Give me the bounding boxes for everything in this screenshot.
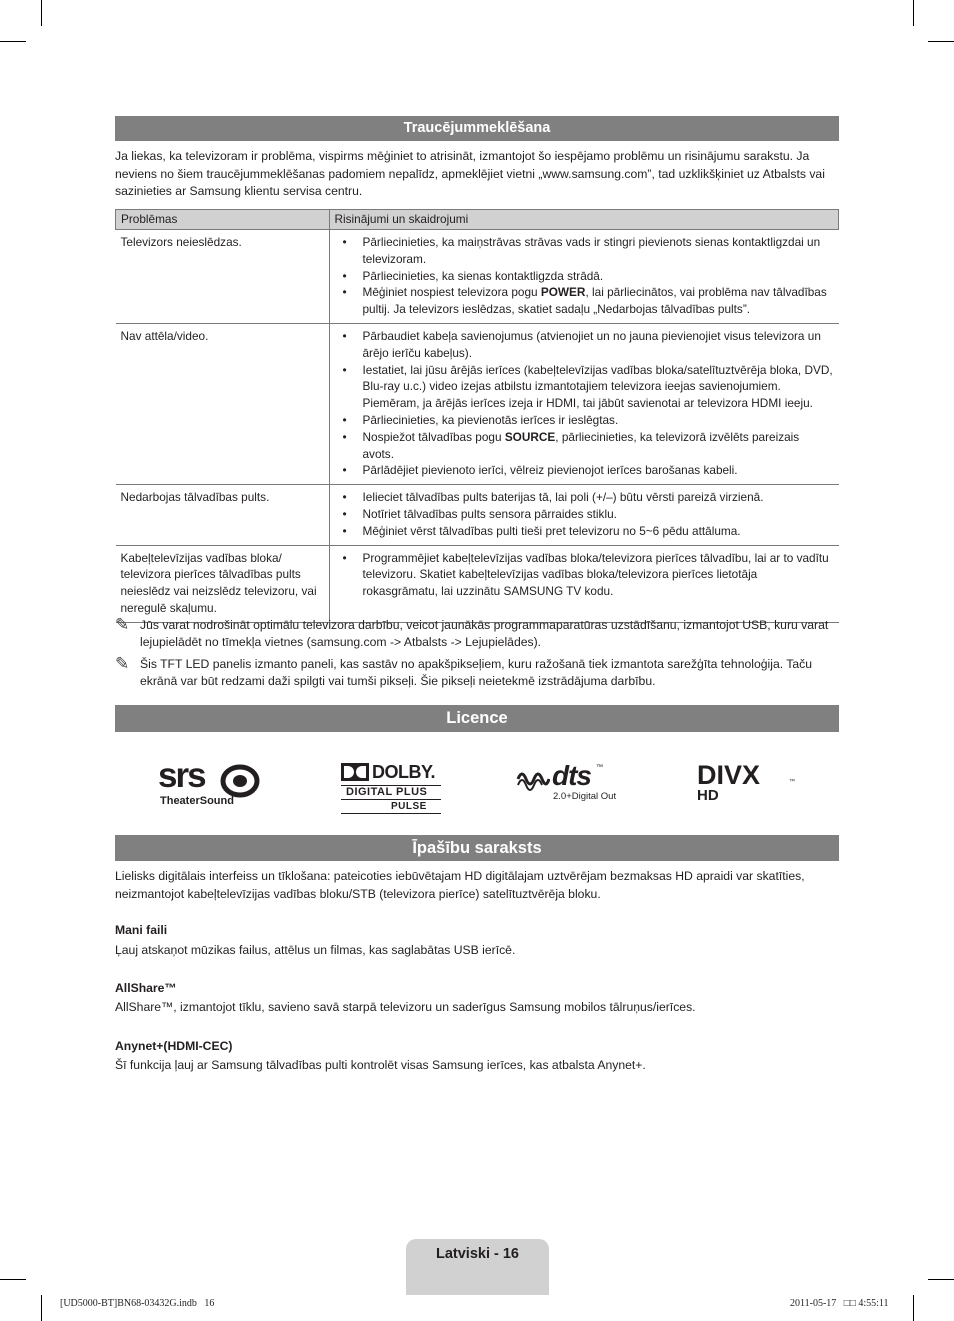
crop-mark: [928, 41, 954, 42]
solution-cell: [329, 323, 839, 484]
problem-cell: Nedarbojas tālvadības pults.: [116, 485, 330, 545]
dolby-double-d-icon: [341, 763, 369, 781]
dolby-mark: DOLBY.: [372, 762, 436, 782]
dolby-line2: PULSE: [391, 801, 427, 812]
solution-item: • Pārliecinieties, ka pievienotās ierīces ir ieslēgtas.: [363, 412, 834, 429]
divx-mark: DIVX: [697, 760, 761, 790]
features-heading: Īpašību saraksts: [115, 835, 839, 861]
crop-mark: [41, 1295, 42, 1321]
dts-mark: dts: [552, 760, 591, 791]
note-pencil-icon: ✎: [115, 615, 130, 634]
note-text: Šis TFT LED panelis izmanto paneli, kas sastāv no apakšpikseļiem, kuru ražošanā tiek izmantota sarežģīta tehnoloģija. Taču ekrānā var būt redzami daži spilgti vai tumši pikseļi. Šie pikseļi neietekmē izstrādājuma darbību.: [140, 657, 813, 688]
dts-subtitle: 2.0+Digital Out: [553, 791, 617, 802]
column-header-problems: Problēmas: [116, 210, 330, 230]
feature-text: AllShare™, izmantojot tīklu, savieno savā starpā televizoru un saderīgus Samsung mobilos tālruņus/ierīces.: [115, 1000, 696, 1014]
srs-theatersound-logo: [158, 756, 262, 808]
notes: [115, 617, 839, 695]
table-row: [116, 545, 839, 622]
problem-cell: Kabeļtelevīzijas vadības bloka/ televizora pierīces tālvadības pults neieslēdz vai neizslēdz televizoru, vai neregulē skaļumu.: [116, 545, 330, 622]
table-row: [116, 230, 839, 324]
dolby-digital-plus-logo: [341, 762, 442, 814]
problem-cell: Nav attēla/video.: [116, 323, 330, 484]
column-header-solutions: Risinājumi un skaidrojumi: [329, 210, 839, 230]
print-footer-right: 2011-05-17 □□ 4:55:11: [790, 1298, 889, 1309]
solution-item: • Pārbaudiet kabeļa savienojumus (atvienojiet un no jauna pievienojiet visus televizora un ārējo ierīču kabeļus).: [363, 328, 834, 362]
note: [115, 656, 839, 690]
feature-text: Šī funkcija ļauj ar Samsung tālvadības pulti kontrolēt visas Samsung ierīces, kas atbalsta Anynet+.: [115, 1058, 646, 1072]
dts-wave-icon: [516, 766, 550, 792]
solution-item: • Pārliecinieties, ka maiņstrāvas strāvas vads ir stingri pievienots sienas kontaktligzdai un televizoram.: [363, 234, 834, 268]
table-row: [116, 485, 839, 545]
crop-mark: [0, 1279, 26, 1280]
solution-cell: [329, 485, 839, 545]
button-name: SOURCE: [504, 429, 556, 444]
solution-item: • Mēģiniet nospiest televizora pogu POWER, lai pārliecinātos, vai problēma nav tālvadības pultij. Ja televizors ieslēdzas, skatiet sadaļu „Nedarbojas tālvadības pults”.: [363, 284, 834, 318]
crop-mark: [0, 41, 26, 42]
page-number-tab: Latviski - 16: [406, 1239, 549, 1295]
dts-tm: ™: [596, 764, 603, 771]
feature-text: Ļauj atskaņot mūzikas failus, attēlus un filmas, kas saglabātas USB ierīcē.: [115, 943, 516, 957]
solution-item: • Iestatiet, lai jūsu ārējās ierīces (kabeļtelevīzijas vadības bloka/satelītuztvērēja bloka, DVD, Blu-ray u.c.) video izejas atbilstu izmantotajiem televizora ieejas savienojumiem. Piemēram, ja ārējās ierīces izeja ir HDMI, tai jābūt savienotai ar televizora HDMI ieeju.: [363, 362, 834, 412]
divx-hd-label: HD: [697, 787, 719, 804]
crop-mark: [913, 1295, 914, 1321]
note: [115, 617, 839, 651]
feature-title: Mani faili: [115, 923, 168, 937]
note-pencil-icon: ✎: [115, 654, 130, 673]
crop-mark: [928, 1279, 954, 1280]
problem-cell: Televizors neieslēdzas.: [116, 230, 330, 324]
solution-item: • Pārliecinieties, ka sienas kontaktligzda strādā.: [363, 268, 834, 285]
solution-item: • Mēģiniet vērst tālvadības pulti tieši pret televizoru no 5~6 pēdu attāluma.: [363, 523, 834, 540]
solution-item: • Nospiežot tālvadības pogu SOURCE, pārliecinieties, ka televizorā izvēlēts pareizais avots.: [363, 429, 834, 463]
feature-title: AllShare™: [115, 981, 177, 995]
solution-cell: [329, 230, 839, 324]
button-name: POWER: [540, 285, 586, 300]
divx-hd-logo: [697, 760, 797, 805]
print-footer-left: [UD5000-BT]BN68-03432G.indb 16: [60, 1298, 215, 1309]
srs-mark: srs: [158, 756, 205, 795]
features-intro: Lielisks digitālais interfeiss un tīklošana: pateicoties iebūvētajam HD digitālajam uztvērējam bezmaksas HD apraidi var skatīties, neizmantojot kabeļtelevīzijas vadības bloku/STB (televizora pierīce) satelītuztvērēja bloku.: [115, 869, 805, 901]
troubleshooting-heading: Traucējummeklēšana: [115, 116, 839, 141]
srs-subtitle: TheaterSound: [160, 795, 234, 807]
troubleshooting-table: [115, 209, 839, 623]
solution-item: • Pārlādējiet pievienoto ierīci, vēlreiz pievienojot ierīces barošanas kabeli.: [363, 462, 834, 479]
crop-mark: [41, 0, 42, 26]
feature-title: Anynet+(HDMI-CEC): [115, 1039, 233, 1053]
table-row: [116, 323, 839, 484]
solution-item: • Ielieciet tālvadības pults baterijas tā, lai poli (+/–) būtu vērsti pareizā virzienā.: [363, 489, 834, 506]
licence-heading: Licence: [115, 705, 839, 732]
dolby-line1: DIGITAL PLUS: [346, 786, 428, 798]
dts-logo: [516, 760, 622, 804]
crop-mark: [913, 0, 914, 26]
srs-circle-icon: [220, 764, 260, 798]
troubleshooting-intro: Ja liekas, ka televizoram ir problēma, vispirms mēģiniet to atrisināt, izmantojot šo iespējamo problēmu un risinājumu sarakstu. Ja neviens no šiem traucējummeklēšanas padomiem nepalīdz, apmeklējiet vietni „www.samsung.com”, tad uzklikšķiniet uz Atbalsts vai sazinieties ar Samsung klientu servisa centru.: [115, 149, 825, 198]
solution-cell: [329, 545, 839, 622]
note-text: Jūs varat nodrošināt optimālu televizora darbību, veicot jaunākās programmaparatūras uzstādīšanu, izmantojot USB, kuru varat lejupielādēt no tīmekļa vietnes (samsung.com -> Atbalsts -> Lejupielādes).: [140, 618, 829, 649]
solution-item: • Notīriet tālvadības pults sensora pārraides stiklu.: [363, 506, 834, 523]
divx-tm: ™: [789, 779, 795, 785]
solution-item: • Programmējiet kabeļtelevīzijas vadības bloka/televizora pierīces tālvadību, lai ar to vadītu televizoru. Skatiet kabeļtelevīzijas vadības bloka/televizora pierīces lietotāja rokasgrāmatu, lai uzzinātu SAMSUNG TV kodu.: [363, 550, 834, 600]
